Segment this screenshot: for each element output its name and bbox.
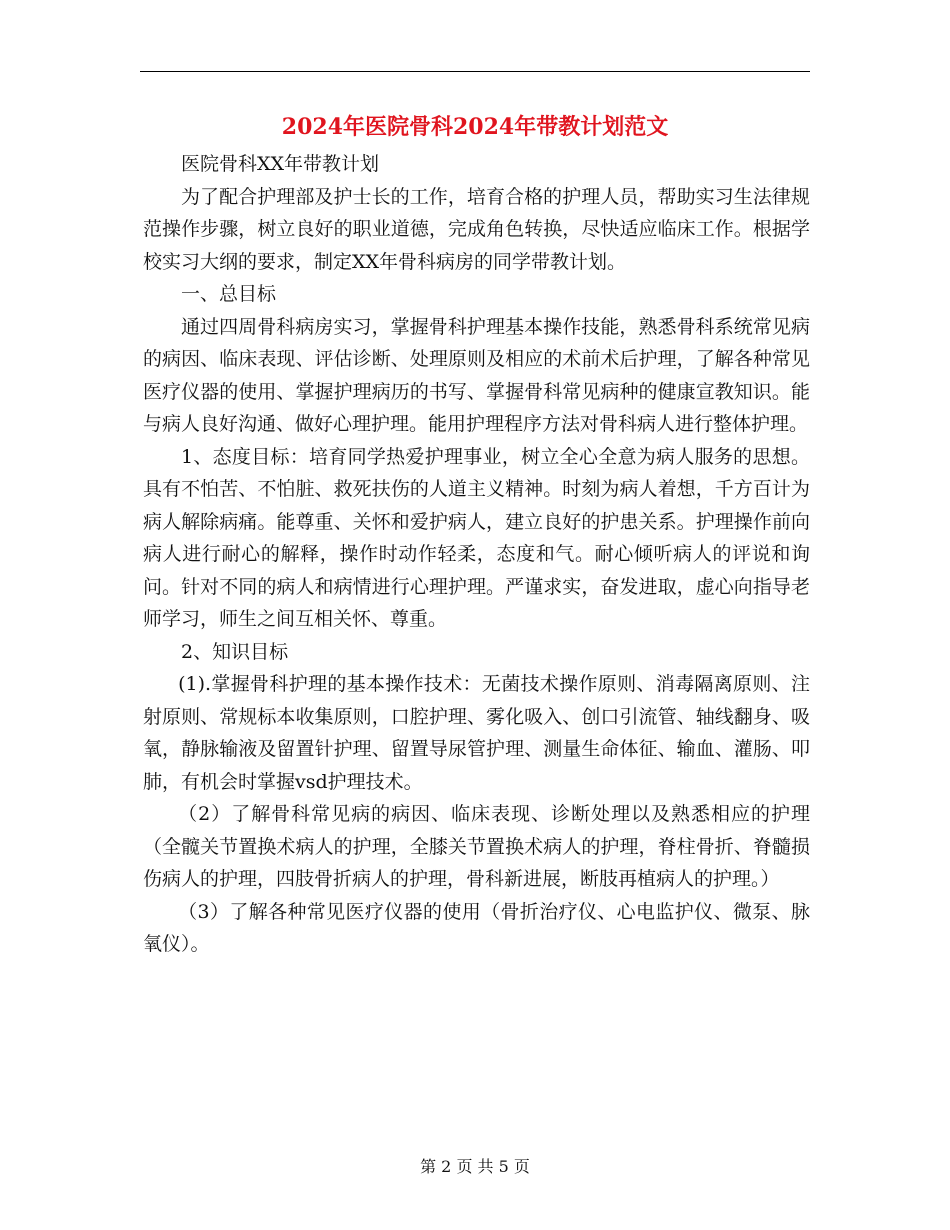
subtitle-paragraph: 医院骨科XX年带教计划 [181, 153, 380, 175]
header-rule [140, 71, 810, 72]
knowledge-item-2: （2）了解骨科常见病的病因、临床表现、诊断处理以及熟悉相应的护理（全髋关节置换术病人的护理，全膝关节置换术病人的护理，脊柱骨折、脊髓损伤病人的护理，四肢骨折病人的护理，骨科新进展，断肢再植病人的护理。） [143, 803, 810, 890]
document-title: 2024年医院骨科2024年带教计划范文 [281, 114, 669, 140]
page-footer: 第 2 页 共 5 页 [420, 1157, 530, 1176]
section-heading-goal: 一、总目标 [181, 283, 277, 305]
goal-paragraph: 通过四周骨科病房实习，掌握骨科护理基本操作技能，熟悉骨科系统常见病的病因、临床表现、评估诊断、处理原则及相应的术前术后护理，了解各种常见医疗仪器的使用、掌握护理病历的书写、掌握骨科常见病种的健康宣教知识。能与病人良好沟通、做好心理护理。能用护理程序方法对骨科病人进行整体护理。 [143, 315, 810, 435]
knowledge-item-1: (1).掌握骨科护理的基本操作技术：无菌技术操作原则、消毒隔离原则、注射原则、常规标本收集原则，口腔护理、雾化吸入、创口引流管、轴线翻身、吸氧，静脉输液及留置针护理、留置导尿管护理、测量生命体征、输血、灌肠、叩肺，有机会时掌握vsd护理技术。 [143, 673, 810, 793]
knowledge-item-3: （3）了解各种常见医疗仪器的使用（骨折治疗仪、心电监护仪、微泵、脉氧仪）。 [143, 900, 810, 955]
intro-paragraph: 为了配合护理部及护士长的工作，培育合格的护理人员，帮助实习生法律规范操作步骤，树立良好的职业道德，完成角色转换，尽快适应临床工作。根据学校实习大纲的要求，制定XX年骨科病房的同学带教计划。 [143, 185, 810, 273]
attitude-goal-paragraph: 1、态度目标：培育同学热爱护理事业，树立全心全意为病人服务的思想。具有不怕苦、不怕脏、救死扶伤的人道主义精神。时刻为病人着想，千方百计为病人解除病痛。能尊重、关怀和爱护病人，建立良好的护患关系。护理操作前向病人进行耐心的解释，操作时动作轻柔，态度和气。耐心倾听病人的评说和询问。针对不同的病人和病情进行心理护理。严谨求实，奋发进取，虚心向指导老师学习，师生之间互相关怀、尊重。 [143, 445, 810, 630]
document-body [143, 148, 810, 961]
section-heading-knowledge: 2、知识目标 [181, 640, 289, 663]
